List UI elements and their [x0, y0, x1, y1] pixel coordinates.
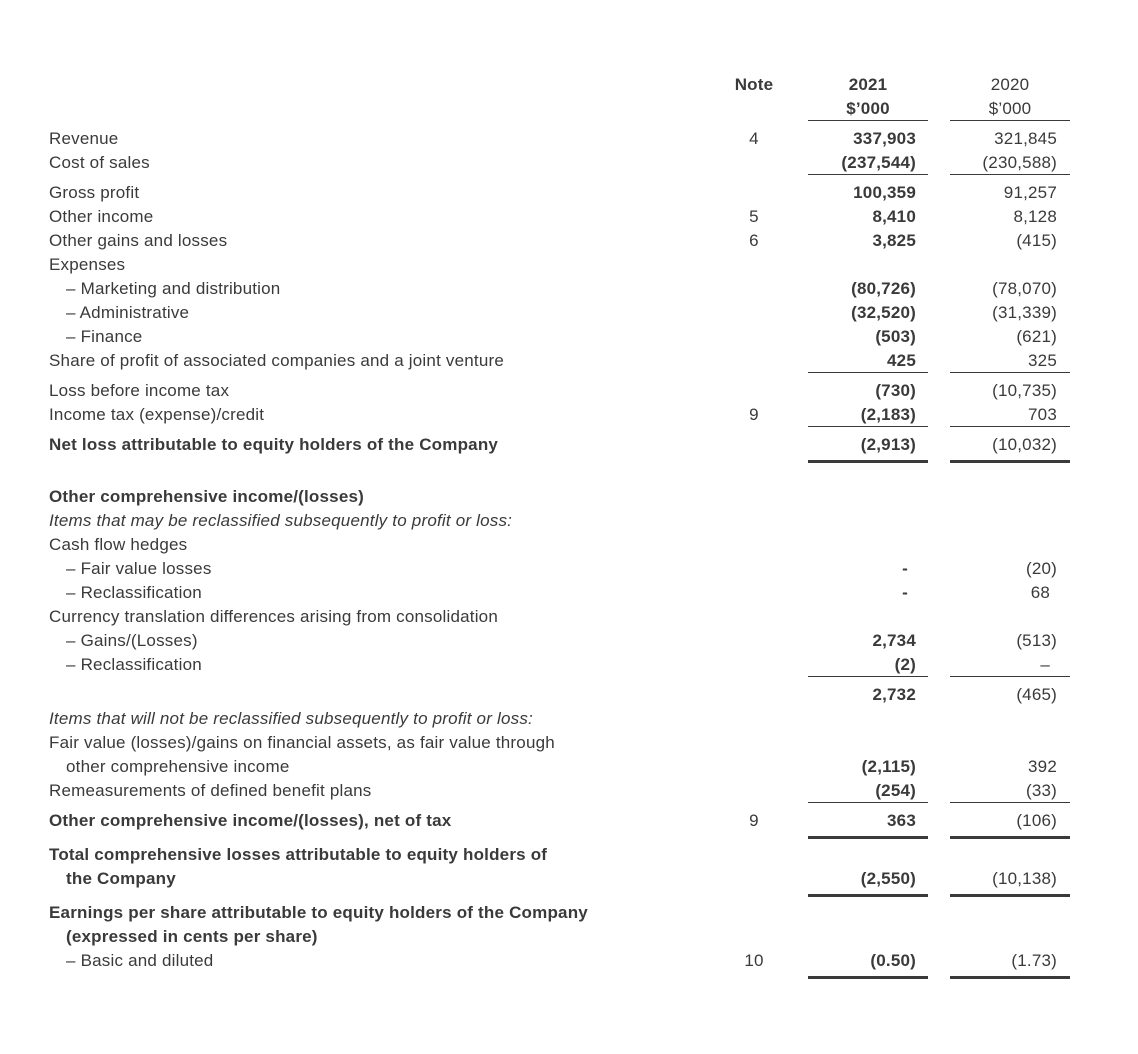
rule: [950, 372, 1070, 373]
row-label: Fair value (losses)/gains on financial assets, as fair value through: [49, 733, 555, 752]
value-2021: (80,726): [851, 279, 916, 298]
row-label: Other gains and losses: [49, 231, 228, 250]
table-row: [0, 731, 1138, 755]
table-row: [0, 867, 1138, 891]
subtotal-row: [0, 683, 1138, 707]
row-label: Items that will not be reclassified subsequently to profit or loss:: [49, 709, 533, 728]
value-2020: (10,735): [992, 381, 1057, 400]
value-2021: 3,825: [872, 231, 916, 250]
row-label: – Finance: [66, 327, 143, 346]
row-note: 6: [749, 231, 759, 250]
row-label: Cost of sales: [49, 153, 150, 172]
row-label: Total comprehensive losses attributable to equity holders of: [49, 845, 548, 864]
row-label: Items that may be reclassified subsequently to profit or loss:: [49, 511, 513, 530]
row-label: – Reclassification: [66, 655, 202, 674]
double-rule: [950, 894, 1070, 897]
table-row: [0, 181, 1138, 205]
row-label: other comprehensive income: [66, 757, 290, 776]
row-label: – Gains/(Losses): [66, 631, 198, 650]
row-note: 5: [749, 207, 759, 226]
value-2020: (1.73): [1011, 951, 1057, 970]
double-rule: [808, 460, 928, 463]
row-label: Other comprehensive income/(losses), net of tax: [49, 811, 452, 830]
double-rule: [950, 976, 1070, 979]
rule: [950, 802, 1070, 803]
table-row: [0, 229, 1138, 253]
table-row: [0, 379, 1138, 403]
table-row: [0, 779, 1138, 803]
row-note: 9: [749, 811, 759, 830]
table-row: [0, 581, 1138, 605]
value-2021: (2,183): [860, 405, 916, 424]
row-label: Share of profit of associated companies and a joint venture: [49, 351, 505, 370]
table-row: [0, 127, 1138, 151]
value-2021: (730): [875, 381, 916, 400]
value-2020: (465): [1016, 685, 1057, 704]
row-label: Remeasurements of defined benefit plans: [49, 781, 372, 800]
table-row: [0, 301, 1138, 325]
table-row: [0, 843, 1138, 867]
rule: [950, 174, 1070, 175]
header-underline-2020: [950, 120, 1070, 121]
row-label: – Marketing and distribution: [66, 279, 281, 298]
value-2021: (254): [875, 781, 916, 800]
value-2020: (621): [1016, 327, 1057, 346]
header-underline-2021: [808, 120, 928, 121]
table-row: [0, 349, 1138, 373]
table-row: [0, 925, 1138, 949]
value-2020: 703: [1028, 405, 1057, 424]
rule: [808, 802, 928, 803]
value-2020: 8,128: [1013, 207, 1057, 226]
rule: [808, 174, 928, 175]
table-row: [0, 949, 1138, 973]
table-row: [0, 205, 1138, 229]
value-2020: 68: [1030, 583, 1050, 602]
row-label: Revenue: [49, 129, 119, 148]
section-heading: [0, 485, 1138, 509]
value-2021: -: [902, 559, 908, 578]
rule: [950, 426, 1070, 427]
value-2021: -: [902, 583, 908, 602]
value-2020: (31,339): [992, 303, 1057, 322]
value-2021: 100,359: [853, 183, 916, 202]
value-2020: (10,138): [992, 869, 1057, 888]
subsection-heading: [0, 707, 1138, 731]
value-2020: (415): [1016, 231, 1057, 250]
value-2021: 363: [887, 811, 916, 830]
value-2020: (230,588): [982, 153, 1057, 172]
table-row: [0, 151, 1138, 175]
row-label: Earnings per share attributable to equity holders of the Company: [49, 903, 588, 922]
value-2021: 8,410: [872, 207, 916, 226]
table-row: [0, 605, 1138, 629]
table-row: [0, 653, 1138, 677]
value-2021: (0.50): [870, 951, 916, 970]
value-2021: 337,903: [853, 129, 916, 148]
subsection-heading: [0, 509, 1138, 533]
table-row: [0, 533, 1138, 557]
row-label: Other comprehensive income/(losses): [49, 487, 364, 506]
row-note: 10: [744, 951, 764, 970]
value-2020: (20): [1025, 559, 1057, 578]
row-label: – Administrative: [66, 303, 190, 322]
value-2021: (2): [894, 655, 916, 674]
value-2020: 392: [1028, 757, 1057, 776]
row-label: Loss before income tax: [49, 381, 230, 400]
row-label: – Basic and diluted: [66, 951, 214, 970]
table-row: [0, 277, 1138, 301]
table-row: [0, 403, 1138, 427]
value-2020: 321,845: [994, 129, 1057, 148]
row-label: Cash flow hedges: [49, 535, 188, 554]
value-2021: (2,115): [861, 757, 916, 776]
value-2021: 2,734: [872, 631, 916, 650]
double-rule: [808, 894, 928, 897]
value-2020: (106): [1016, 811, 1057, 830]
value-2021: (32,520): [851, 303, 916, 322]
table-row: [0, 433, 1138, 457]
note-column-header: Note: [734, 75, 774, 94]
row-label: Currency translation differences arising from consolidation: [49, 607, 498, 626]
value-2021: 425: [887, 351, 916, 370]
value-2021: (2,550): [860, 869, 916, 888]
unit-row: [0, 97, 1138, 121]
double-rule: [808, 836, 928, 839]
rule: [808, 426, 928, 427]
row-note: 4: [749, 129, 759, 148]
table-row: [0, 325, 1138, 349]
year-2021-header: 2021: [848, 75, 888, 94]
table-row: [0, 557, 1138, 581]
rule: [808, 676, 928, 677]
row-label: Gross profit: [49, 183, 140, 202]
double-rule: [950, 460, 1070, 463]
row-label: (expressed in cents per share): [66, 927, 318, 946]
row-label: Income tax (expense)/credit: [49, 405, 265, 424]
value-2020: (33): [1025, 781, 1057, 800]
value-2021: (503): [875, 327, 916, 346]
value-2021: (237,544): [841, 153, 916, 172]
row-label: – Reclassification: [66, 583, 202, 602]
value-2021: 2,732: [872, 685, 916, 704]
value-2020: –: [1040, 655, 1050, 674]
value-2020: 325: [1028, 351, 1057, 370]
row-label: Other income: [49, 207, 154, 226]
rule: [808, 372, 928, 373]
value-2020: (513): [1016, 631, 1057, 650]
unit-2020-header: $’000: [988, 99, 1032, 118]
rule: [950, 676, 1070, 677]
row-label: Expenses: [49, 255, 126, 274]
table-row: [0, 755, 1138, 779]
value-2020: (78,070): [992, 279, 1057, 298]
table-row: [0, 253, 1138, 277]
year-2020-header: 2020: [990, 75, 1030, 94]
value-2020: 91,257: [1003, 183, 1057, 202]
unit-2021-header: $’000: [846, 99, 890, 118]
table-row: [0, 629, 1138, 653]
double-rule: [950, 836, 1070, 839]
header-row: [0, 73, 1138, 97]
table-row: [0, 901, 1138, 925]
table-row: [0, 809, 1138, 833]
double-rule: [808, 976, 928, 979]
value-2021: (2,913): [860, 435, 916, 454]
value-2020: (10,032): [992, 435, 1057, 454]
row-note: 9: [749, 405, 759, 424]
row-label: the Company: [66, 869, 176, 888]
row-label: Net loss attributable to equity holders of the Company: [49, 435, 499, 454]
row-label: – Fair value losses: [66, 559, 212, 578]
